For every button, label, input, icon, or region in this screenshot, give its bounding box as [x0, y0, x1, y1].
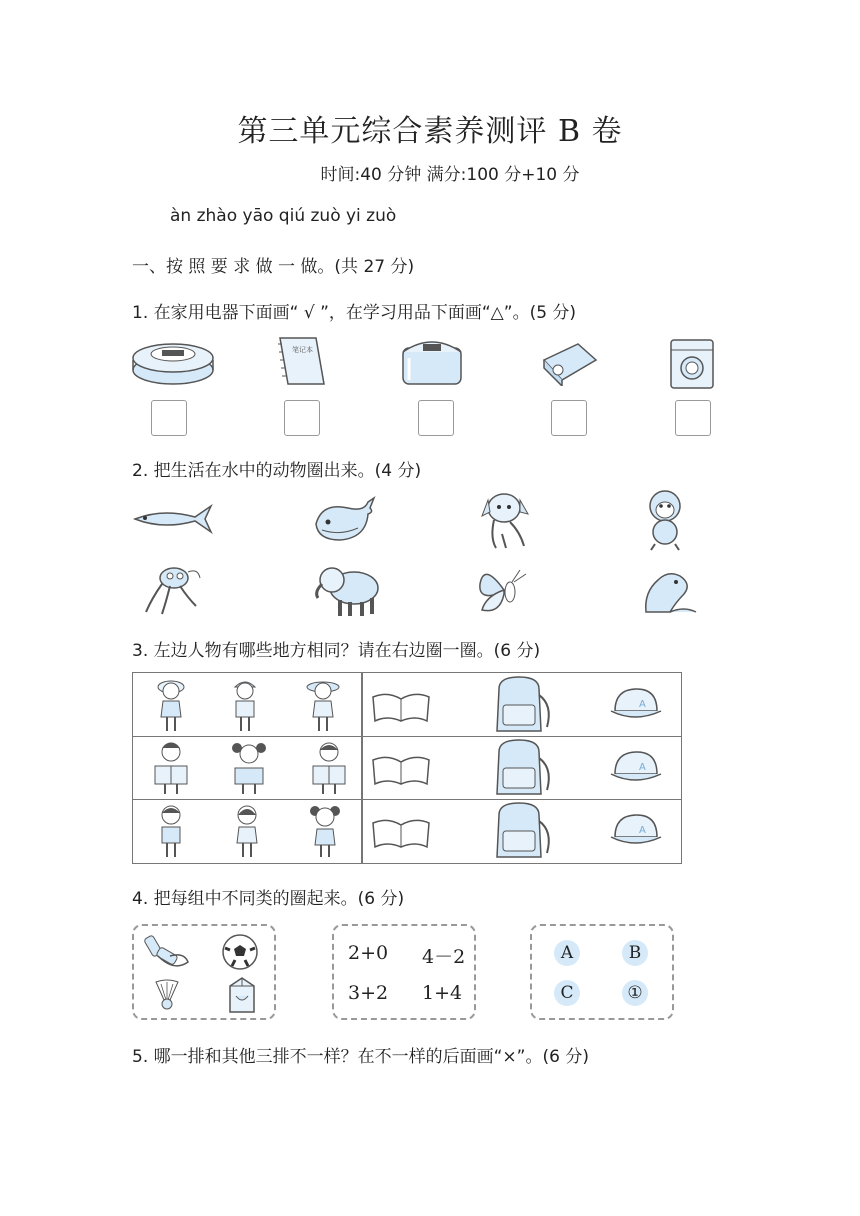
soccer-ball-image[interactable] [220, 932, 260, 972]
backpack-image[interactable] [489, 675, 555, 733]
answer-box-1[interactable] [151, 400, 187, 436]
cap-image[interactable] [609, 811, 663, 851]
answer-box-4[interactable] [551, 400, 587, 436]
letter-badge[interactable]: C [554, 980, 580, 1006]
table-row [133, 673, 681, 737]
robot-vacuum-image [130, 334, 216, 388]
child-boy-standing-image [155, 803, 187, 859]
answer-box-2[interactable] [284, 400, 320, 436]
table-row [133, 736, 681, 800]
letter-badge[interactable]: A [554, 940, 580, 966]
table-row [133, 799, 681, 863]
question-4: 4. 把每组中不同类的圈起来。(6 分) [132, 889, 405, 909]
letter-badge[interactable]: B [622, 940, 648, 966]
child-girl-hat-image [155, 677, 187, 733]
seal-image[interactable] [640, 566, 700, 616]
child-girl-buns-image [307, 803, 343, 859]
child-girl-standing-image [231, 803, 263, 859]
cap-image[interactable] [609, 685, 663, 725]
comparison-table [132, 672, 682, 864]
notebook-image [274, 334, 326, 388]
backpack-image[interactable] [489, 738, 555, 796]
cap-letter: A [639, 762, 646, 773]
group-1-sports [132, 924, 276, 1020]
answer-box-5[interactable] [675, 400, 711, 436]
butterfly-image[interactable] [476, 562, 532, 616]
backpack-image[interactable] [489, 801, 555, 859]
question-1: 1. 在家用电器下面画“ √ ”，在学习用品下面画“△”。(5 分) [132, 303, 577, 323]
letter-badge[interactable]: ① [622, 980, 648, 1006]
exam-info: 时间:40 分钟 满分:100 分+10 分 [320, 165, 580, 185]
answer-box-3[interactable] [418, 400, 454, 436]
section-heading: 一、按 照 要 求 做 一 做。(共 27 分) [132, 257, 415, 277]
notebook-label: 笔记本 [292, 346, 313, 354]
elephant-image[interactable] [312, 562, 384, 618]
child-boy-cap-image [229, 677, 261, 733]
child-girl-sunhat-image [305, 677, 341, 733]
book-image[interactable] [371, 752, 431, 786]
lobster-image[interactable] [140, 562, 202, 618]
pencil-sharpener-image [540, 336, 600, 386]
child-boy-reading-image [151, 740, 191, 796]
monkey-image[interactable] [641, 488, 689, 552]
cap-letter: A [639, 825, 646, 836]
washing-machine-image [669, 338, 715, 390]
jump-rope-image[interactable] [144, 932, 190, 972]
cap-image[interactable] [609, 748, 663, 788]
child-girl-reading-image [229, 740, 269, 796]
dog-image[interactable] [480, 488, 534, 552]
question-3: 3. 左边人物有哪些地方相同？请在右边圈一圈。(6 分) [132, 641, 541, 661]
math-expression[interactable]: 4－2 [422, 946, 466, 968]
milk-carton-image[interactable] [226, 974, 258, 1014]
group-3-letters [530, 924, 674, 1020]
pinyin-line: àn zhào yāo qiú zuò yi zuò [170, 206, 397, 226]
child-girl-reading-2-image [309, 740, 349, 796]
page-title: 第三单元综合素养测评 B 卷 [237, 114, 623, 149]
whale-image[interactable] [312, 494, 376, 546]
book-image[interactable] [371, 689, 431, 723]
math-expression[interactable]: 3+2 [348, 982, 389, 1004]
fish-image[interactable] [133, 502, 213, 536]
book-image[interactable] [371, 815, 431, 849]
cap-letter: A [639, 699, 646, 710]
question-5: 5. 哪一排和其他三排不一样？在不一样的后面画“×”。(6 分) [132, 1047, 589, 1067]
shuttlecock-image[interactable] [152, 978, 182, 1010]
question-2: 2. 把生活在水中的动物圈出来。(4 分) [132, 461, 422, 481]
rice-cooker-image [399, 334, 465, 388]
math-expression[interactable]: 2+0 [348, 942, 389, 964]
group-2-math [332, 924, 476, 1020]
math-expression[interactable]: 1+4 [422, 982, 463, 1004]
